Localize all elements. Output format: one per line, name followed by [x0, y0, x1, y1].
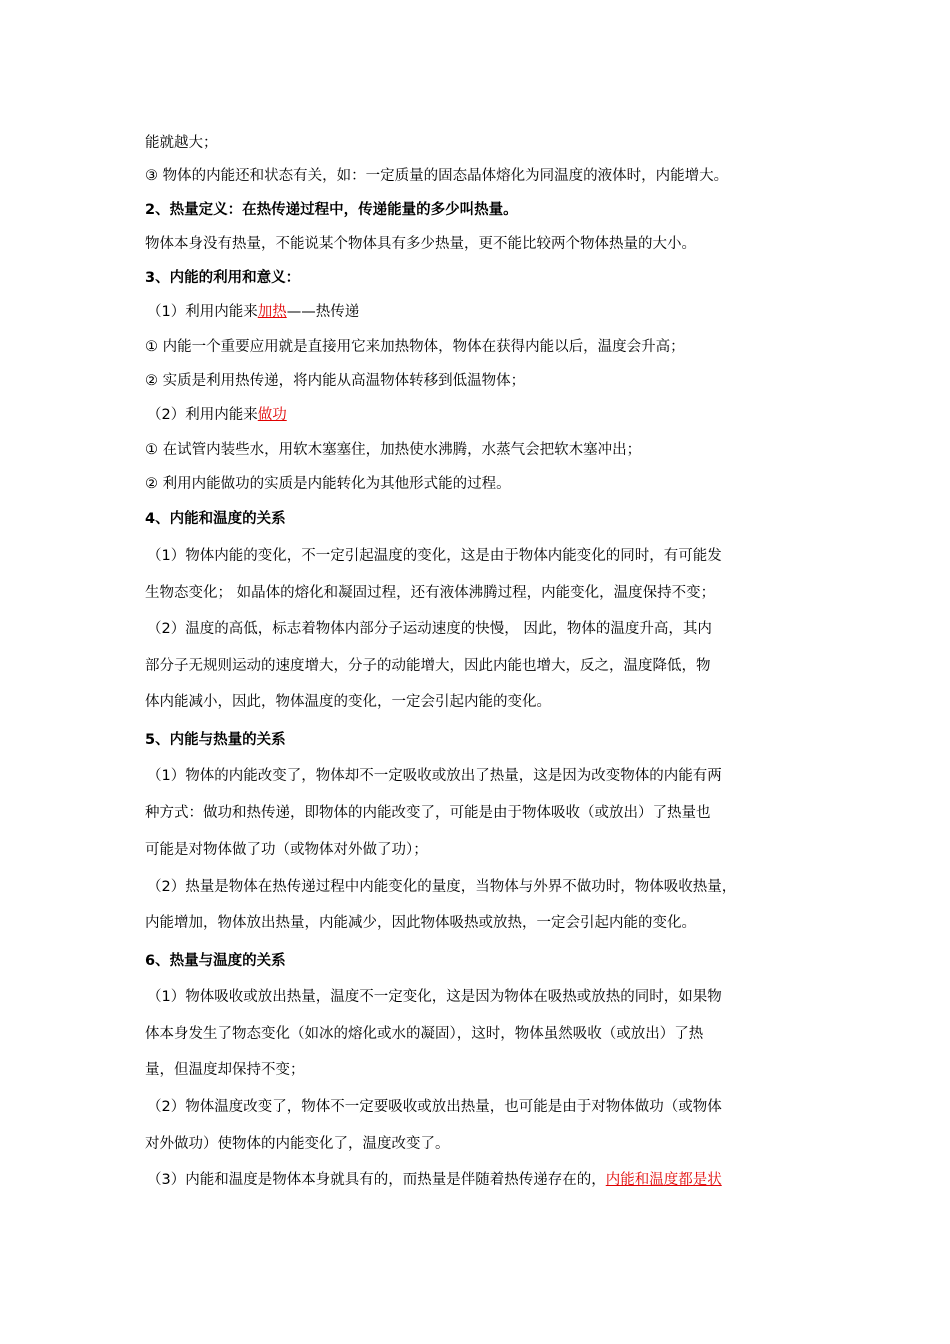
- subheading-text: （1）利用内能来: [147, 304, 258, 320]
- section-heading: 6、热量与温度的关系: [145, 953, 286, 969]
- text-line: ③ 物体的内能还和状态有关，如：一定质量的固态晶体熔化为同温度的液体时，内能增大。: [145, 168, 729, 184]
- text-line: ② 利用内能做功的实质是内能转化为其他形式能的过程。: [145, 476, 511, 492]
- section-heading: 3、内能的利用和意义：: [145, 270, 301, 286]
- text-line: ② 实质是利用热传递，将内能从高温物体转移到低温物体；: [145, 373, 526, 389]
- text-line: （1）物体内能的变化，不一定引起温度的变化，这是由于物体内能变化的同时，有可能发: [147, 548, 722, 564]
- highlighted-term: 加热: [257, 304, 287, 320]
- text-line: ① 在试管内装些水，用软木塞塞住，加热使水沸腾，水蒸气会把软木塞冲出；: [145, 442, 642, 458]
- text-line: （2）物体温度改变了，物体不一定要吸收或放出热量，也可能是由于对物体做功（或物体: [147, 1099, 722, 1115]
- highlighted-term: 做功: [257, 407, 287, 423]
- text-line: 对外做功）使物体的内能变化了，温度改变了。: [145, 1136, 450, 1152]
- body-text: （3）内能和温度是物体本身就具有的，而热量是伴随着热传递存在的，: [147, 1172, 606, 1188]
- text-line: （1）物体吸收或放出热量，温度不一定变化，这是因为物体在吸热或放热的同时，如果物: [147, 989, 722, 1005]
- text-line: 体内能减小，因此，物体温度的变化，一定会引起内能的变化。: [145, 694, 551, 710]
- text-line: 内能增加，物体放出热量，内能减少，因此物体吸热或放热，一定会引起内能的变化。: [145, 915, 696, 931]
- text-line: 生物态变化； 如晶体的熔化和凝固过程，还有液体沸腾过程，内能变化，温度保持不变；: [145, 585, 716, 601]
- text-line: 体本身发生了物态变化（如冰的熔化或水的凝固），这时，物体虽然吸收（或放出）了热: [145, 1026, 704, 1042]
- text-line-with-highlight: [147, 1170, 827, 1190]
- text-line: （2）热量是物体在热传递过程中内能变化的量度，当物体与外界不做功时，物体吸收热量，: [147, 879, 737, 895]
- subheading-text: （2）利用内能来: [147, 407, 258, 423]
- text-line: （2）温度的高低，标志着物体内部分子运动速度的快慢， 因此，物体的温度升高，其内: [147, 621, 712, 637]
- text-line: 种方式：做功和热传递，即物体的内能改变了，可能是由于物体吸收（或放出）了热量也: [145, 805, 711, 821]
- subheading-text: ——热传递: [286, 304, 360, 320]
- text-line: 部分子无规则运动的速度增大，分子的动能增大，因此内能也增大，反之，温度降低，物: [145, 658, 711, 674]
- text-line: 量，但温度却保持不变；: [145, 1062, 305, 1078]
- text-line: 能就越大；: [145, 135, 218, 151]
- subheading-line: [147, 405, 827, 425]
- text-line: 可能是对物体做了功（或物体对外做了功）；: [145, 842, 428, 858]
- text-line: （1）物体的内能改变了，物体却不一定吸收或放出了热量，这是因为改变物体的内能有两: [147, 768, 722, 784]
- section-heading: 5、内能与热量的关系: [145, 732, 286, 748]
- text-line: ① 内能一个重要应用就是直接用它来加热物体，物体在获得内能以后，温度会升高；: [145, 339, 685, 355]
- text-line: 物体本身没有热量，不能说某个物体具有多少热量，更不能比较两个物体热量的大小。: [145, 236, 696, 252]
- subheading-line: [147, 302, 827, 322]
- highlighted-term: 内能和温度都是状: [605, 1172, 722, 1188]
- section-heading: 2、热量定义：在热传递过程中，传递能量的多少叫热量。: [145, 202, 518, 218]
- section-heading: 4、内能和温度的关系: [145, 511, 286, 527]
